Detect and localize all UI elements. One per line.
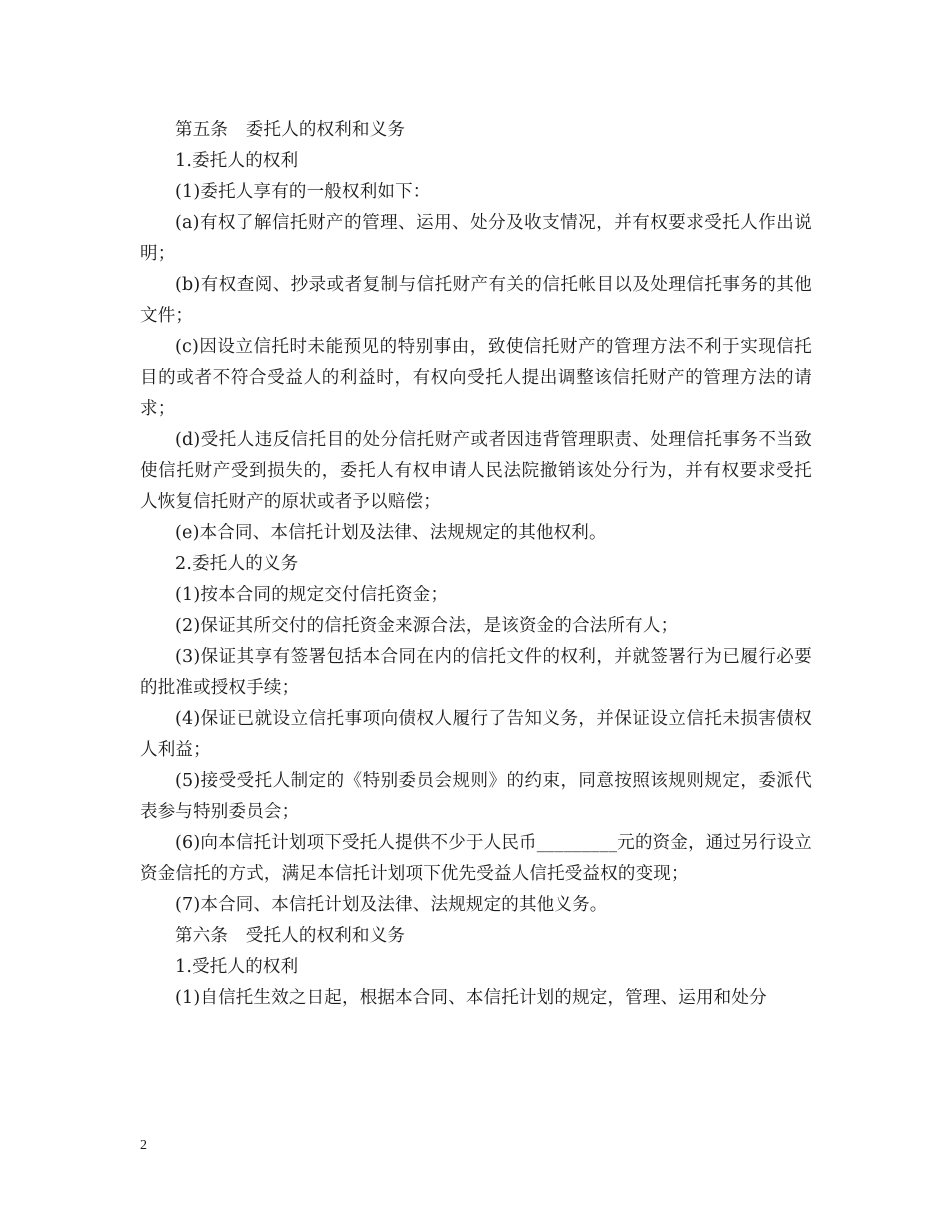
paragraph: (3)保证其享有签署包括本合同在内的信托文件的权利，并就签署行为已履行必要的批准或授权手续； xyxy=(140,647,812,698)
paragraph: (1)自信托生效之日起，根据本合同、本信托计划的规定，管理、运用和处分 xyxy=(175,988,767,1008)
article-5-heading: 第五条 委托人的权利和义务 xyxy=(175,120,406,140)
paragraph: (5)接受受托人制定的《特别委员会规则》的约束，同意按照该规则规定，委派代表参与特别委员会； xyxy=(140,771,812,822)
paragraph: (e)本合同、本信托计划及法律、法规规定的其他权利。 xyxy=(175,523,607,543)
section-heading: 2.委托人的义务 xyxy=(175,554,299,574)
paragraph: (6)向本信托计划项下受托人提供不少于人民币_________元的资金，通过另行设立资金信托的方式，满足本信托计划项下优先受益人信托受益权的变现； xyxy=(140,833,812,884)
paragraph: (a)有权了解信托财产的管理、运用、处分及收支情况，并有权要求受托人作出说明； xyxy=(140,213,812,264)
document-body xyxy=(140,115,812,1014)
paragraph: (c)因设立信托时未能预见的特别事由，致使信托财产的管理方法不利于实现信托目的或者不符合受益人的利益时，有权向受托人提出调整该信托财产的管理方法的请求； xyxy=(140,337,812,419)
paragraph: (1)委托人享有的一般权利如下： xyxy=(175,182,431,202)
paragraph: (b)有权查阅、抄录或者复制与信托财产有关的信托帐目以及处理信托事务的其他文件； xyxy=(140,275,812,326)
section-heading: 1.受托人的权利 xyxy=(175,957,299,977)
section-heading: 1.委托人的权利 xyxy=(175,151,299,171)
paragraph: (7)本合同、本信托计划及法律、法规规定的其他义务。 xyxy=(175,895,608,915)
paragraph: (2)保证其所交付的信托资金来源合法，是该资金的合法所有人； xyxy=(175,616,679,636)
paragraph: (1)按本合同的规定交付信托资金； xyxy=(175,585,449,605)
paragraph: (4)保证已就设立信托事项向债权人履行了告知义务，并保证设立信托未损害债权人利益； xyxy=(140,709,812,760)
paragraph: (d)受托人违反信托目的处分信托财产或者因违背管理职责、处理信托事务不当致使信托财产受到损失的，委托人有权申请人民法院撤销该处分行为，并有权要求受托人恢复信托财产的原状或者予以赔偿； xyxy=(140,430,812,512)
article-6-heading: 第六条 受托人的权利和义务 xyxy=(175,926,406,946)
page-number: 2 xyxy=(140,1138,147,1153)
